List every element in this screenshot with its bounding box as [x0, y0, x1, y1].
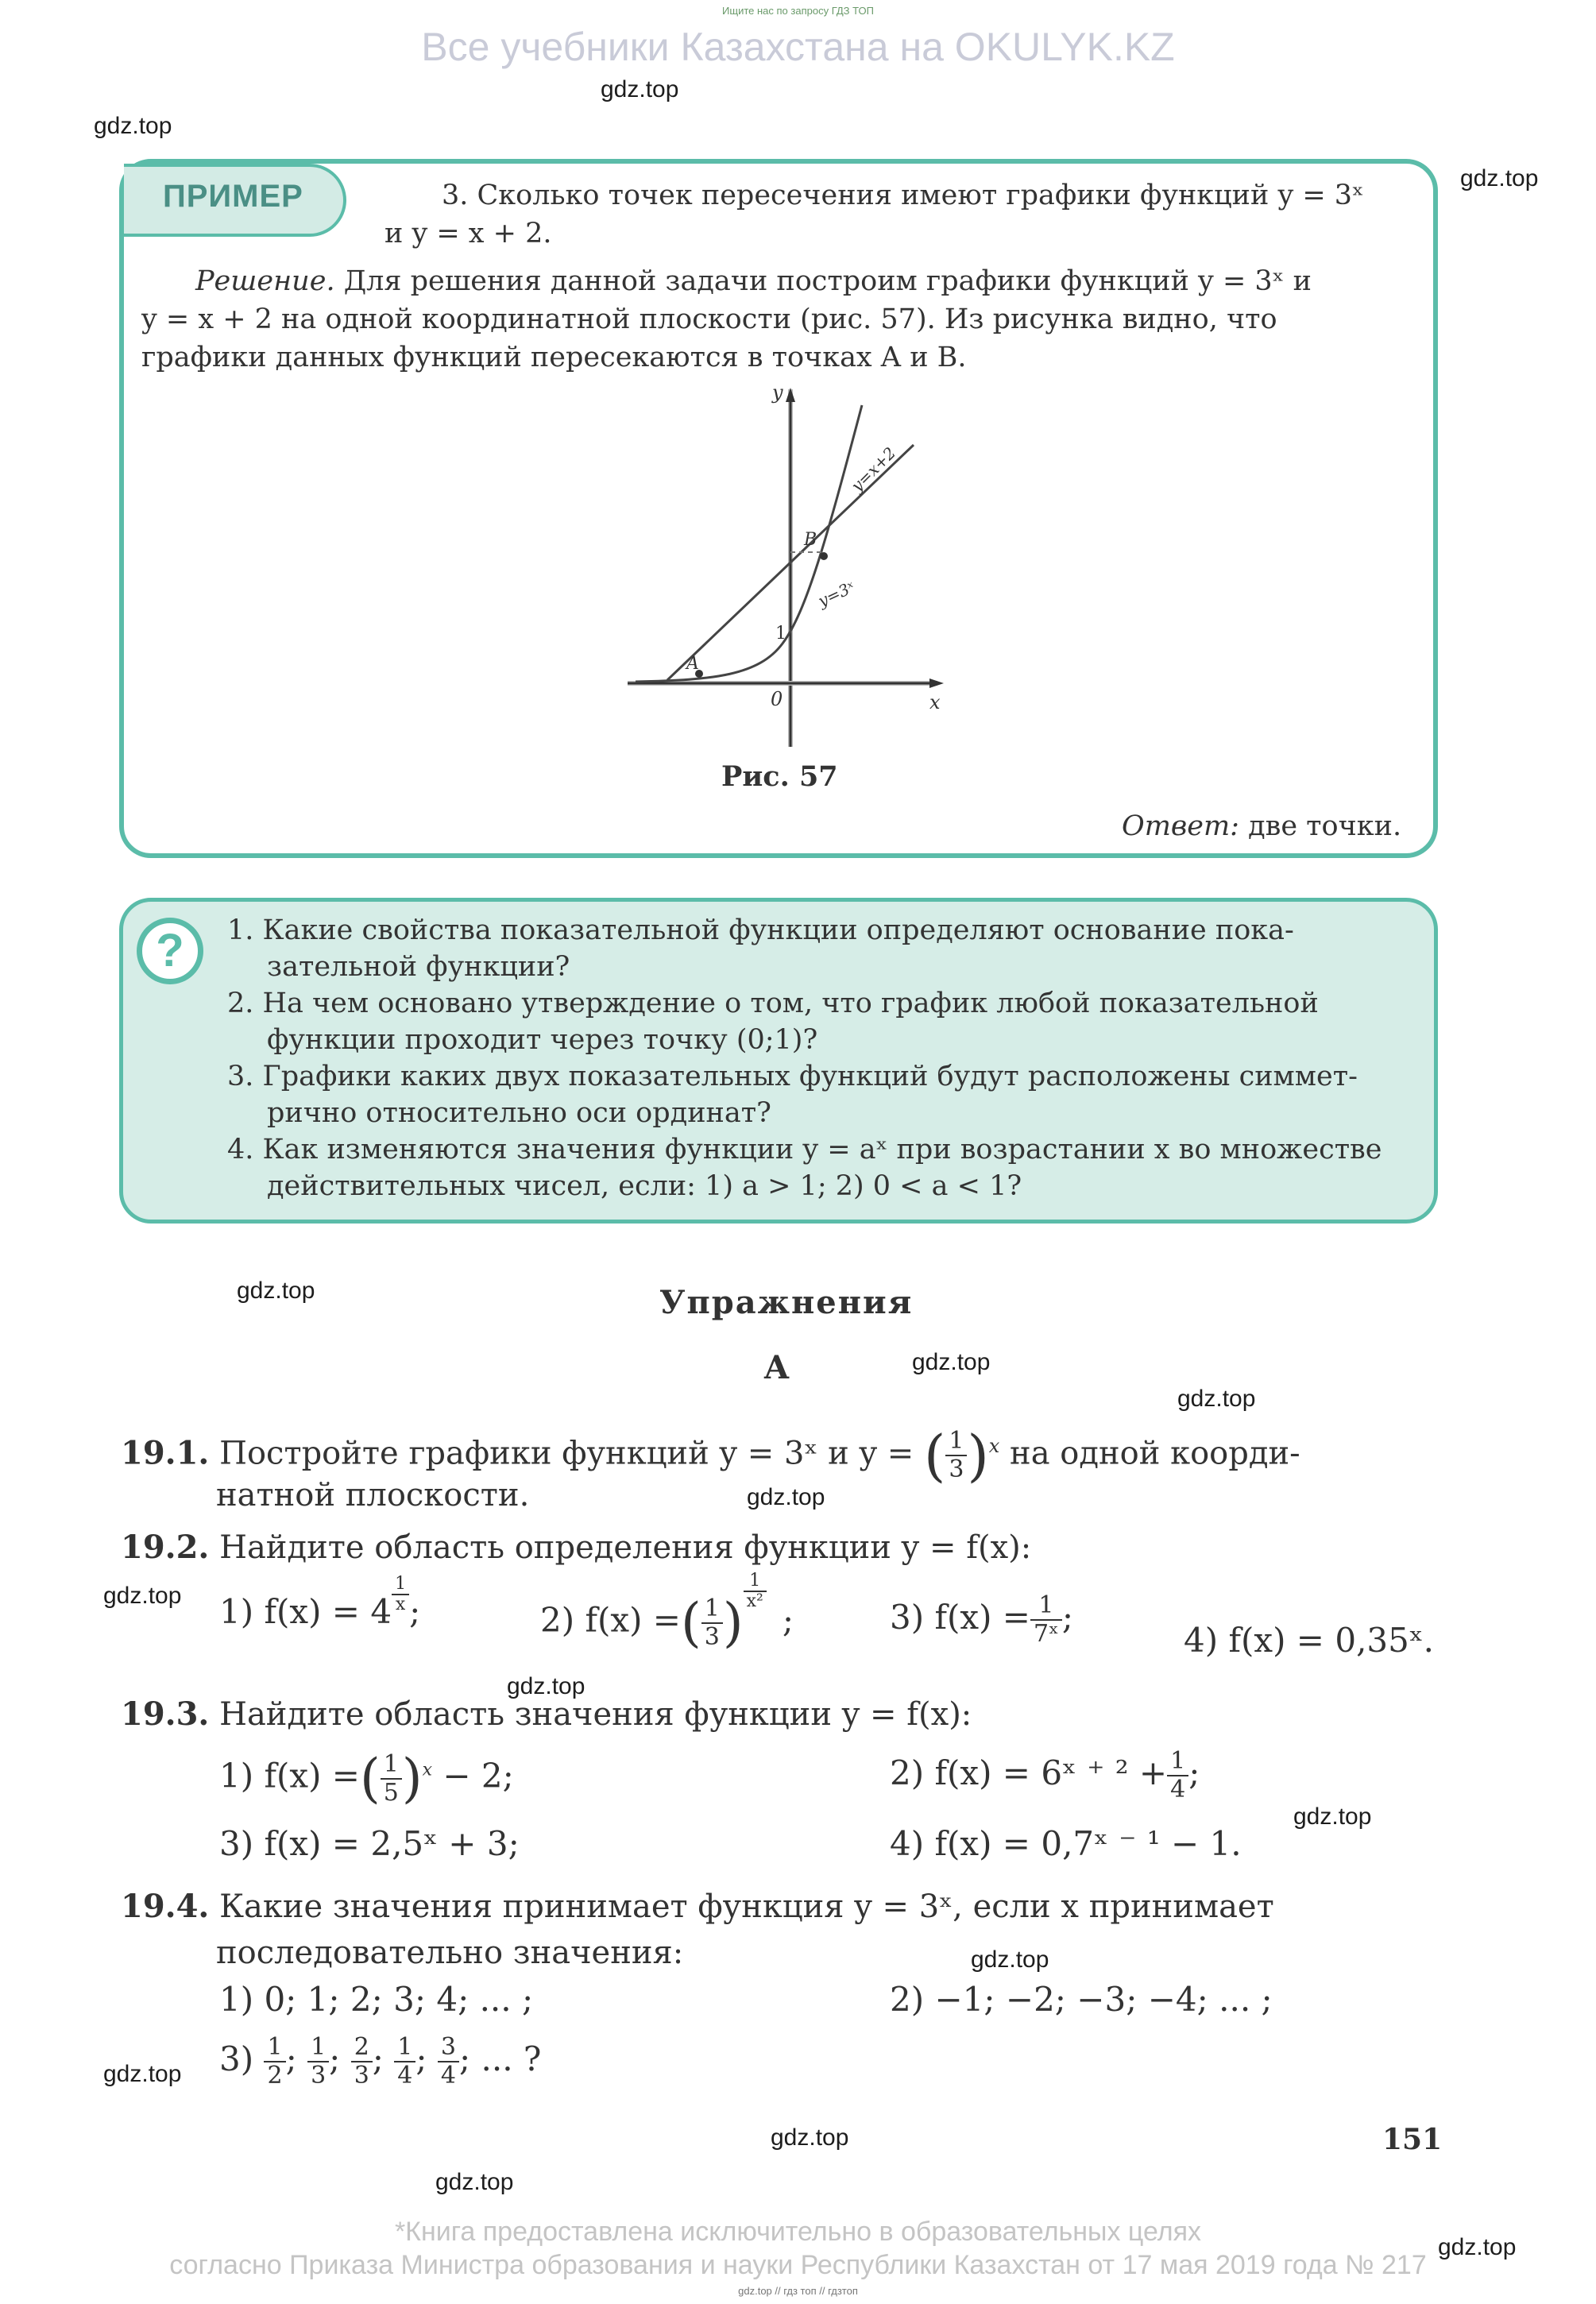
numerator: 1 [744, 1571, 767, 1592]
solution-line1 [195, 262, 1419, 300]
exercise-19-4-line2: последовательно значения: [216, 1935, 684, 1971]
question-2-line2: функции проходит через точку (0;1)? [267, 1024, 818, 1056]
exercise-19-2-item-4: 4) f(x) = 0,35ˣ. [1184, 1621, 1435, 1660]
denominator: x² [746, 1591, 763, 1611]
solution-label: Решение. [195, 265, 335, 297]
paren-left: ( [924, 1423, 946, 1489]
solution-line1-text: Для решения данной задачи построим графики функций y = 3ˣ и [334, 265, 1312, 297]
top-note: Ищите нас по запросу ГДЗ ТОП [722, 5, 874, 17]
footer-line2: согласно Приказа Министра образования и науки Республики Казахстан от 17 мая 2019 года № 217 [169, 2250, 1427, 2280]
denominator: 4 [397, 2062, 413, 2089]
point-b-marker [820, 552, 828, 560]
watermark: gdz.top [971, 1946, 1049, 1973]
watermark: gdz.top [103, 1583, 182, 1609]
figure-caption: Рис. 57 [721, 760, 838, 793]
exercise-19-4-item-3 [219, 2034, 541, 2089]
item-label: 3) [219, 2039, 254, 2078]
denominator: 3 [354, 2062, 369, 2089]
question-mark-icon: ? [156, 925, 184, 976]
watermark: gdz.top [912, 1349, 991, 1375]
exercise-text-end: на одной коорди- [1010, 1435, 1300, 1472]
exercise-number: 19.2. [121, 1529, 210, 1566]
denominator: 7ˣ [1034, 1620, 1059, 1648]
fraction [438, 2034, 459, 2089]
exercise-number: 19.3. [121, 1695, 210, 1733]
x-axis-label: x [929, 691, 941, 713]
item-end: − 2; [432, 1756, 514, 1796]
fraction [351, 2034, 373, 2089]
exercise-number: 19.4. [121, 1888, 210, 1925]
answer-label: Ответ: [1122, 810, 1239, 842]
fraction [381, 1751, 402, 1807]
watermark: gdz.top [1460, 165, 1539, 191]
watermark: gdz.top [1177, 1386, 1256, 1412]
question-4-line2: действительных чисел, если: 1) a > 1; 2) 0 < a < 1? [267, 1170, 1022, 1202]
item-end: ; [1061, 1598, 1073, 1637]
separator: ; [372, 2039, 384, 2078]
line-label: y=x+2 [847, 443, 900, 496]
fraction [394, 2034, 415, 2089]
question-2-line1: 2. На чем основано утверждение о том, что график любой показательной [227, 988, 1319, 1019]
y-axis-arrow [786, 388, 795, 402]
numerator: 1 [394, 2034, 415, 2062]
exercise-19-2-item-3 [890, 1592, 1073, 1648]
fraction [1167, 1748, 1188, 1803]
item-text: 2) f(x) = 6ˣ ⁺ ² + [890, 1753, 1168, 1792]
footer-line1: *Книга предоставлена исключительно в образовательных целях [394, 2217, 1202, 2247]
numerator: 1 [381, 1751, 402, 1780]
watermark: gdz.top [237, 1278, 315, 1304]
fraction [701, 1595, 723, 1651]
item-text: 1) f(x) = [219, 1756, 361, 1796]
question-4-line1: 4. Как изменяются значения функции y = aˣ при возрастании x во множестве [227, 1134, 1382, 1166]
paren-right: ) [722, 1592, 744, 1653]
fraction [945, 1428, 967, 1483]
numerator: 1 [945, 1428, 967, 1456]
y-axis-label: y [772, 381, 783, 404]
denominator: x [395, 1595, 406, 1614]
fraction [1030, 1592, 1062, 1648]
denominator: 4 [440, 2062, 456, 2089]
paren-left: ( [360, 1748, 381, 1809]
item-text: 3) f(x) = [890, 1598, 1031, 1637]
numerator: 1 [701, 1595, 723, 1624]
numerator: 1 [1167, 1748, 1188, 1776]
exponent-fraction [744, 1571, 767, 1611]
exercise-19-4-line1 [121, 1885, 1274, 1929]
watermark: gdz.top [103, 2061, 182, 2087]
fraction [307, 2034, 329, 2089]
watermark: gdz.top [771, 2124, 849, 2151]
example-question-line1: 3. Сколько точек пересечения имеют графики функций y = 3ˣ [442, 180, 1364, 211]
separator: ; [285, 2039, 297, 2078]
exercise-19-2-item-1 [219, 1574, 421, 1631]
solution-line3: графики данных функций пересекаются в точках A и B. [141, 342, 967, 373]
exercise-text: Найдите область определения функции y = f(x): [219, 1529, 1032, 1566]
exercise-19-4-item-2: 2) −1; −2; −3; −4; ... ; [890, 1980, 1273, 2019]
exercises-section-label: A [764, 1349, 791, 1386]
exponential-graph-figure [620, 381, 953, 755]
question-3-line1: 3. Графики каких двух показательных функций будут расположены симмет- [227, 1061, 1358, 1092]
exercise-text: Постройте графики функций y = 3ˣ и y = [219, 1435, 914, 1472]
page-number: 151 [1382, 2123, 1443, 2156]
item-text: 2) f(x) = [540, 1600, 682, 1640]
watermark: gdz.top [94, 113, 172, 139]
denominator: 5 [383, 1778, 399, 1807]
origin-label: 0 [771, 688, 783, 710]
point-b-label: B [804, 530, 817, 550]
denominator: 3 [704, 1622, 720, 1651]
item-end: ; [782, 1600, 794, 1640]
answer-text: две точки. [1239, 810, 1402, 842]
separator: ; [415, 2039, 427, 2078]
watermark: gdz.top [601, 76, 679, 102]
numerator: 1 [264, 2034, 285, 2062]
paren-left: ( [681, 1592, 701, 1653]
denominator: 4 [1170, 1776, 1186, 1803]
exercise-19-2-line1 [121, 1525, 1031, 1570]
exercise-19-3-line1 [121, 1692, 972, 1737]
watermark: gdz.top [747, 1484, 825, 1510]
question-1-line1: 1. Какие свойства показательной функции определяют основание пока- [227, 914, 1294, 946]
exercise-text: Какие значения принимает функция y = 3ˣ, если x принимает [219, 1888, 1274, 1925]
paren-right: ) [401, 1748, 423, 1809]
exercise-number: 19.1. [121, 1434, 210, 1472]
exp-label: y=3ˣ [814, 577, 858, 611]
curve-exponential [636, 405, 862, 682]
numerator: 3 [438, 2034, 459, 2062]
denominator: 2 [267, 2062, 283, 2089]
watermark: gdz.top [1293, 1803, 1372, 1830]
solution-line2: y = x + 2 на одной координатной плоскости (рис. 57). Из рисунка видно, что [141, 303, 1277, 335]
exercise-19-1-line2: натной плоскости. [216, 1477, 530, 1513]
answer-line [1122, 807, 1401, 845]
numerator: 1 [392, 1575, 409, 1595]
numerator: 1 [307, 2034, 329, 2062]
exponent-fraction [392, 1575, 409, 1614]
fraction [264, 2034, 285, 2089]
site-title[interactable]: Все учебники Казахстана на OKULYK.KZ [421, 25, 1175, 69]
x-axis-arrow [929, 678, 944, 688]
exercise-19-3-item-1 [219, 1748, 514, 1809]
exercise-19-2-item-2 [540, 1571, 794, 1653]
point-a-label: A [686, 654, 699, 674]
denominator: 3 [949, 1455, 964, 1484]
item-text: 1) f(x) = 4 [219, 1592, 392, 1631]
watermark: gdz.top [507, 1673, 585, 1699]
question-3-line2: рично относительно оси ординат? [267, 1097, 771, 1129]
exercise-19-3-item-3: 3) f(x) = 2,5ˣ + 3; [219, 1824, 520, 1863]
example-question-line2: и y = x + 2. [385, 218, 552, 249]
item-end: ; [409, 1592, 421, 1631]
watermark: gdz.top [435, 2169, 514, 2195]
tick-one-label: 1 [775, 624, 786, 644]
numerator: 1 [1030, 1592, 1062, 1621]
denominator: 3 [311, 2062, 327, 2089]
separator: ; [329, 2039, 341, 2078]
exercise-19-3-item-2 [890, 1748, 1200, 1803]
watermark: gdz.top [1438, 2234, 1517, 2260]
paren-right: ) [967, 1423, 989, 1489]
exercise-text: Найдите область значения функции y = f(x): [219, 1696, 972, 1733]
exercise-19-3-item-4: 4) f(x) = 0,7ˣ ⁻ ¹ − 1. [890, 1824, 1242, 1863]
exercises-title: Упражнения [659, 1284, 914, 1321]
exponent: x [988, 1435, 1000, 1457]
item-end: ; [1188, 1753, 1200, 1792]
question-1-line2: зательной функции? [267, 951, 570, 983]
numerator: 2 [351, 2034, 373, 2062]
item-end: ; ... ? [459, 2039, 542, 2078]
example-tag-label: ПРИМЕР [163, 179, 303, 214]
footer-tiny-links[interactable]: gdz.top // гдз топ // гдзтоп [738, 2285, 858, 2297]
exercise-19-4-item-1: 1) 0; 1; 2; 3; 4; ... ; [219, 1980, 534, 2019]
exponent: x [422, 1760, 433, 1780]
